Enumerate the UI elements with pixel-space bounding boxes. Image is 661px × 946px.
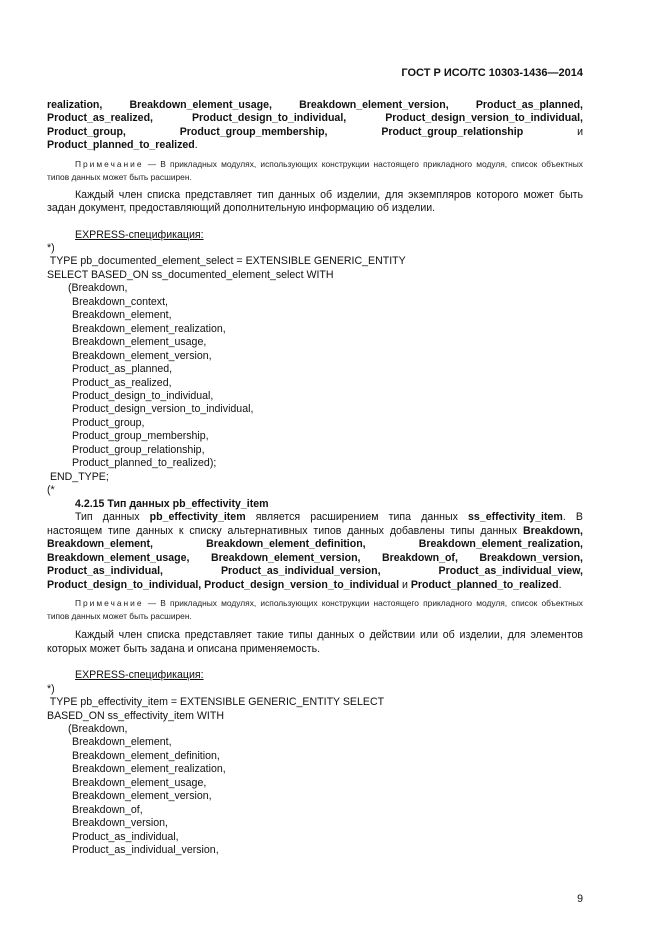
express-label-1 xyxy=(47,229,583,243)
code-line: Breakdown_of, xyxy=(72,803,143,816)
note-text: — В прикладных модулях, использующих конструкции настоящего прикладного модуля, список объектных типов данных может быть расширен. xyxy=(47,158,583,182)
code-line: Breakdown_context, xyxy=(72,295,168,308)
paragraph-entity-list xyxy=(47,99,583,153)
express-label: EXPRESS-спецификация: xyxy=(75,669,204,682)
code-line: *) xyxy=(47,682,55,695)
code-line: (Breakdown, xyxy=(68,722,128,735)
code-line: TYPE pb_documented_element_select = EXTENSIBLE GENERIC_ENTITY xyxy=(47,255,406,268)
code-line: Product_as_planned, xyxy=(72,363,173,376)
code-line: Product_design_to_individual, xyxy=(72,389,214,402)
code-line: Breakdown_element_definition, xyxy=(72,749,220,762)
code-line: Breakdown_element, xyxy=(72,309,172,322)
code-line: Product_group_membership, xyxy=(72,430,209,443)
note-label: Примечание xyxy=(75,598,144,609)
code-line: Breakdown_element_usage, xyxy=(72,776,207,789)
bold-text: Product_planned_to_realized xyxy=(47,139,195,151)
note-1 xyxy=(47,158,583,184)
bold-text: pb_effectivity_item xyxy=(149,511,246,524)
bold-text: ss_effectivity_item xyxy=(468,511,563,524)
bold-text: realization, Breakdown_element_usage, Breakdown_element_version, Product_as_planned, Product_as_realized, Product_design_to_individual, Product_design_version_to_individual, Product_group, Product_group_membership, Product_group_relationship xyxy=(47,98,583,138)
page-header: ГОСТ Р ИСО/ТС 10303-1436—2014 xyxy=(401,67,583,79)
code-line: Product_as_realized, xyxy=(72,376,172,389)
code-line: TYPE pb_effectivity_item = EXTENSIBLE GENERIC_ENTITY SELECT xyxy=(47,696,385,709)
code-line: Product_design_version_to_individual, xyxy=(72,403,254,416)
text: . В настоящем типе данных к списку альтернативных типов данных добавлены типы данных xyxy=(47,511,584,537)
code-line: Breakdown_version, xyxy=(72,817,168,830)
code-line: Breakdown_element, xyxy=(72,736,172,749)
code-line: END_TYPE; xyxy=(47,470,109,483)
code-line: Breakdown_element_usage, xyxy=(72,336,207,349)
paragraph-4: Каждый член списка представляет такие типы данных о действии или об изделии, для элементов которых может быть задана и описана применяемость. xyxy=(47,629,583,655)
code-line: Breakdown_element_realization, xyxy=(72,322,226,335)
text: и xyxy=(523,125,583,138)
text: является расширением типа данных xyxy=(245,511,469,524)
code-line: Breakdown_element_version, xyxy=(72,790,212,803)
code-line: *) xyxy=(47,242,55,254)
bold-text: Breakdown, Breakdown_element, Breakdown_element_definition, Breakdown_element_realization, Breakdown_element_usage, Breakdown_element_version, Breakdown_of, Breakdown_version, Product_as_individual, Product_as_individual_version, Product_as_individual_view, Product_design_to_individual, Product_design_version_to_individual xyxy=(47,524,583,591)
code-line: Product_planned_to_realized); xyxy=(72,457,217,470)
code-line: Product_as_individual_version, xyxy=(72,844,219,857)
code-line: Breakdown_element_version, xyxy=(72,349,212,362)
code-line: Breakdown_element_realization, xyxy=(72,763,226,776)
code-line: Product_group_relationship, xyxy=(72,443,205,456)
text: Тип данных xyxy=(75,511,150,524)
note-text: — В прикладных модулях, использующих конструкции настоящего прикладного модуля, список объектных типов данных может быть расширен. xyxy=(47,598,583,622)
code-line: Product_as_individual, xyxy=(72,830,179,843)
code-line: BASED_ON ss_effectivity_item WITH xyxy=(47,709,225,722)
text: . xyxy=(558,578,562,591)
code-block-2 xyxy=(47,683,583,858)
code-line: (* xyxy=(47,484,55,497)
express-label-2 xyxy=(47,669,583,683)
page-number: 9 xyxy=(577,892,583,905)
code-line: (Breakdown, xyxy=(68,282,128,295)
code-line: SELECT BASED_ON ss_documented_element_select WITH xyxy=(47,268,334,281)
note-label: Примечание xyxy=(75,158,144,169)
code-line: Product_group, xyxy=(72,416,145,429)
code-block-1 xyxy=(47,242,583,498)
note-2 xyxy=(47,597,583,623)
express-label: EXPRESS-спецификация: xyxy=(75,228,204,241)
section-heading: 4.2.15 Тип данных pb_effectivity_item xyxy=(75,497,269,510)
bold-text: Product_planned_to_realized xyxy=(410,578,559,591)
text: и xyxy=(399,578,411,591)
paragraph-2: Каждый член списка представляет тип данных об изделии, для экземпляров которого может быть задан документ, предоставляющий дополнительную информацию об изделии. xyxy=(47,188,583,214)
text: . xyxy=(194,139,198,151)
paragraph-3 xyxy=(47,511,583,592)
